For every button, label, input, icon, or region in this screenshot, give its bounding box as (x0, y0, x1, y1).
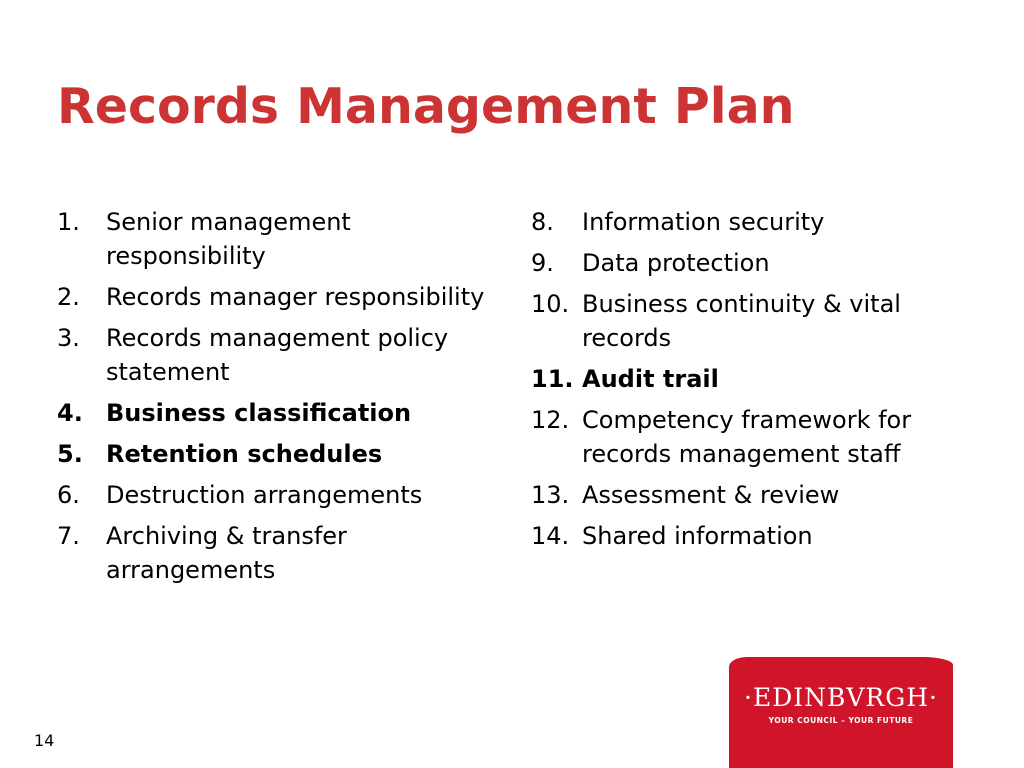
list-item-number: 2. (57, 283, 80, 311)
list-item-text: Destruction arrangements (106, 481, 423, 509)
list-item-text: Assessment & review (582, 481, 840, 509)
list-item-number: 11. (531, 365, 574, 393)
list-item (531, 205, 991, 239)
list-item (57, 205, 497, 273)
list-item-number: 10. (531, 290, 570, 318)
list-item (57, 321, 497, 389)
list-item (531, 519, 991, 553)
list-item (531, 403, 991, 471)
edinburgh-logo (729, 657, 953, 768)
list-item-number: 6. (57, 481, 80, 509)
list-item-number: 13. (531, 481, 570, 509)
list-item-number: 1. (57, 208, 80, 236)
list-item-text: Business continuity & vital records (582, 290, 901, 352)
list-item-number: 5. (57, 440, 83, 468)
list-item-text: Information security (582, 208, 825, 236)
list-item-number: 14. (531, 522, 570, 550)
list-item-number: 3. (57, 324, 80, 352)
list-item-text: Senior management responsibility (106, 208, 351, 270)
list-item (531, 362, 991, 396)
list-item (57, 437, 497, 471)
list-item-text: Data protection (582, 249, 770, 277)
list-item (531, 287, 991, 355)
right-list (531, 205, 991, 560)
list-item-text: Audit trail (582, 365, 719, 393)
list-item-number: 4. (57, 399, 83, 427)
list-item-text: Retention schedules (106, 440, 383, 468)
slide-title: Records Management Plan (57, 78, 795, 135)
list-item-text: Shared information (582, 522, 813, 550)
logo-tagline: YOUR COUNCIL – YOUR FUTURE (768, 716, 914, 725)
list-item (531, 478, 991, 512)
list-item-text: Archiving & transfer arrangements (106, 522, 347, 584)
list-item-text: Business classification (106, 399, 412, 427)
list-item (57, 478, 497, 512)
list-item (531, 246, 991, 280)
list-item-number: 8. (531, 208, 554, 236)
list-item (57, 396, 497, 430)
list-item (57, 519, 497, 587)
list-item-text: Competency framework for records management staff (582, 406, 912, 468)
slide-number: 14 (34, 731, 55, 750)
list-item-number: 9. (531, 249, 554, 277)
list-item-text: Records management policy statement (106, 324, 449, 386)
logo-wordmark: ·EDINBVRGH· (744, 683, 938, 712)
list-item-number: 12. (531, 406, 570, 434)
list-item (57, 280, 497, 314)
list-item-text: Records manager responsibility (106, 283, 485, 311)
list-item-number: 7. (57, 522, 80, 550)
left-list (57, 205, 497, 594)
